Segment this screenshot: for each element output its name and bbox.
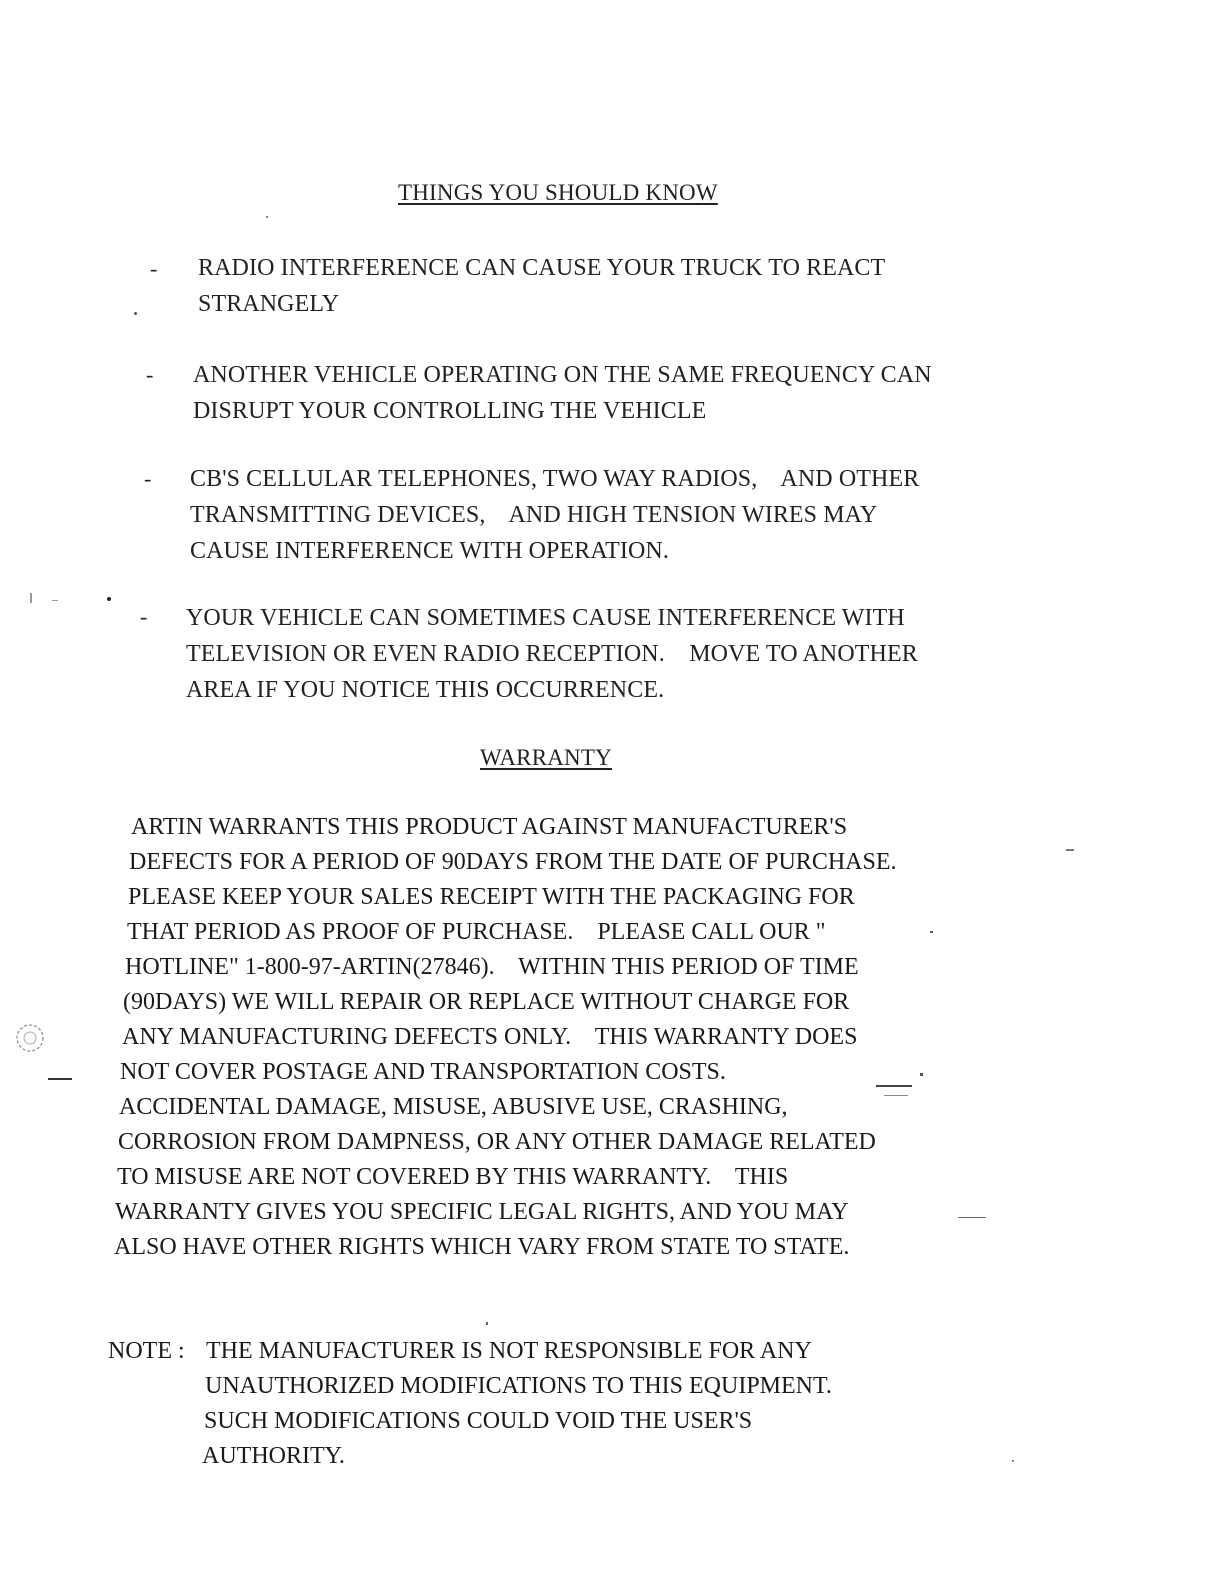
scan-speck [876, 1085, 912, 1087]
scan-speck [486, 1322, 488, 1325]
scan-speck [30, 593, 32, 603]
warranty-line: DEFECTS FOR A PERIOD OF 90DAYS FROM THE DATE OF PURCHASE. [129, 849, 897, 875]
note-line: THE MANUFACTURER IS NOT RESPONSIBLE FOR ANY [206, 1338, 812, 1364]
scan-speck [884, 1095, 908, 1096]
scan-speck [48, 1078, 72, 1080]
note-line: UNAUTHORIZED MODIFICATIONS TO THIS EQUIPMENT. [205, 1373, 832, 1399]
scan-speck [266, 216, 268, 218]
warranty-line: CORROSION FROM DAMPNESS, OR ANY OTHER DAMAGE RELATED [118, 1129, 876, 1155]
scan-speck [1066, 849, 1074, 851]
things-heading: THINGS YOU SHOULD KNOW [398, 180, 718, 205]
bullet-line: CB'S CELLULAR TELEPHONES, TWO WAY RADIOS, AND OTHER [190, 466, 920, 492]
scan-stamp-mark [12, 1020, 48, 1056]
bullet-dash: - [140, 604, 148, 629]
bullet-line: TRANSMITTING DEVICES, AND HIGH TENSION WIRES MAY [190, 502, 878, 528]
bullet-line: DISRUPT YOUR CONTROLLING THE VEHICLE [193, 398, 707, 424]
scan-speck [107, 597, 111, 601]
bullet-item [190, 461, 919, 569]
note-line: SUCH MODIFICATIONS COULD VOID THE USER'S [204, 1408, 753, 1434]
warranty-line: ANY MANUFACTURING DEFECTS ONLY. THIS WARRANTY DOES [122, 1024, 858, 1050]
warranty-line: TO MISUSE ARE NOT COVERED BY THIS WARRANTY. THIS [117, 1164, 789, 1190]
warranty-line: (90DAYS) WE WILL REPAIR OR REPLACE WITHOUT CHARGE FOR [123, 989, 850, 1015]
note-paragraph [202, 1334, 962, 1474]
scan-speck [134, 312, 137, 315]
bullet-line: AREA IF YOU NOTICE THIS OCCURRENCE. [186, 677, 665, 703]
warranty-line: ARTIN WARRANTS THIS PRODUCT AGAINST MANUFACTURER'S [131, 814, 848, 840]
note-label: NOTE : [108, 1338, 185, 1364]
scan-speck [920, 1073, 923, 1076]
note-line: AUTHORITY. [202, 1443, 345, 1469]
bullet-line: TELEVISION OR EVEN RADIO RECEPTION. MOVE TO ANOTHER [186, 641, 918, 667]
scan-speck [930, 931, 933, 933]
warranty-line: THAT PERIOD AS PROOF OF PURCHASE. PLEASE CALL OUR " [127, 919, 826, 945]
scan-speck [958, 1217, 986, 1218]
warranty-line: NOT COVER POSTAGE AND TRANSPORTATION COSTS. [120, 1059, 726, 1085]
bullet-line: RADIO INTERFERENCE CAN CAUSE YOUR TRUCK TO REACT [198, 255, 886, 281]
bullet-line: CAUSE INTERFERENCE WITH OPERATION. [190, 538, 669, 564]
warranty-line: PLEASE KEEP YOUR SALES RECEIPT WITH THE PACKAGING FOR [128, 884, 855, 910]
bullet-dash: - [150, 256, 158, 281]
warranty-line: WARRANTY GIVES YOU SPECIFIC LEGAL RIGHTS, AND YOU MAY [115, 1199, 849, 1225]
warranty-line: ACCIDENTAL DAMAGE, MISUSE, ABUSIVE USE, CRASHING, [119, 1094, 788, 1120]
bullet-line: YOUR VEHICLE CAN SOMETIMES CAUSE INTERFERENCE WITH [186, 605, 905, 631]
bullet-item [193, 357, 932, 429]
bullet-item [186, 600, 918, 708]
warranty-line: ALSO HAVE OTHER RIGHTS WHICH VARY FROM STATE TO STATE. [114, 1234, 850, 1260]
warranty-heading: WARRANTY [480, 745, 612, 770]
bullet-dash: - [146, 362, 154, 387]
warranty-paragraph [113, 810, 963, 1265]
bullet-line: STRANGELY [198, 291, 340, 317]
bullet-line: ANOTHER VEHICLE OPERATING ON THE SAME FREQUENCY CAN [193, 362, 932, 388]
warranty-line: HOTLINE" 1-800-97-ARTIN(27846). WITHIN THIS PERIOD OF TIME [125, 954, 859, 980]
scan-speck [1012, 1460, 1014, 1462]
scan-speck [52, 600, 58, 601]
bullet-item [198, 250, 885, 322]
bullet-dash: - [144, 466, 152, 491]
